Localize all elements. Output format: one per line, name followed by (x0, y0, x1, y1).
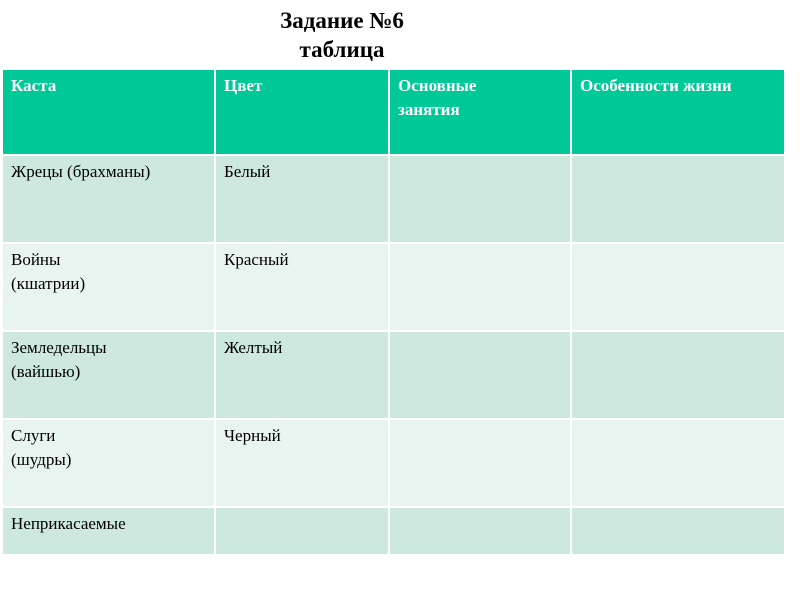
cell-features[interactable] (571, 331, 785, 419)
column-header-color: Цвет (215, 69, 389, 155)
cell-occupation[interactable] (389, 243, 571, 331)
cell-caste: Неприкасаемые (2, 507, 215, 555)
cell-color (215, 507, 389, 555)
cell-color: Красный (215, 243, 389, 331)
table-row (2, 507, 785, 555)
title-line-1: Задание №6 (280, 8, 404, 33)
cell-features[interactable] (571, 419, 785, 507)
cell-occupation[interactable] (389, 331, 571, 419)
cell-features[interactable] (571, 507, 785, 555)
cell-caste: Жрецы (брахманы) (2, 155, 215, 243)
title-line-2: таблица (299, 37, 385, 62)
column-header-occupation: Основные занятия (389, 69, 571, 155)
caste-table (1, 68, 786, 556)
cell-caste: Войны (кшатрии) (2, 243, 215, 331)
table-row (2, 331, 785, 419)
cell-caste: Земледельцы (вайшью) (2, 331, 215, 419)
cell-occupation[interactable] (389, 155, 571, 243)
cell-features[interactable] (571, 243, 785, 331)
cell-color: Желтый (215, 331, 389, 419)
cell-color: Белый (215, 155, 389, 243)
cell-occupation[interactable] (389, 419, 571, 507)
cell-features[interactable] (571, 155, 785, 243)
table-header-row (2, 69, 785, 155)
column-header-features: Особенности жизни (571, 69, 785, 155)
cell-occupation[interactable] (389, 507, 571, 555)
cell-caste: Слуги (шудры) (2, 419, 215, 507)
table-row (2, 243, 785, 331)
column-header-caste: Каста (2, 69, 215, 155)
cell-color: Черный (215, 419, 389, 507)
table-row (2, 155, 785, 243)
page-title (222, 6, 462, 64)
table-row (2, 419, 785, 507)
